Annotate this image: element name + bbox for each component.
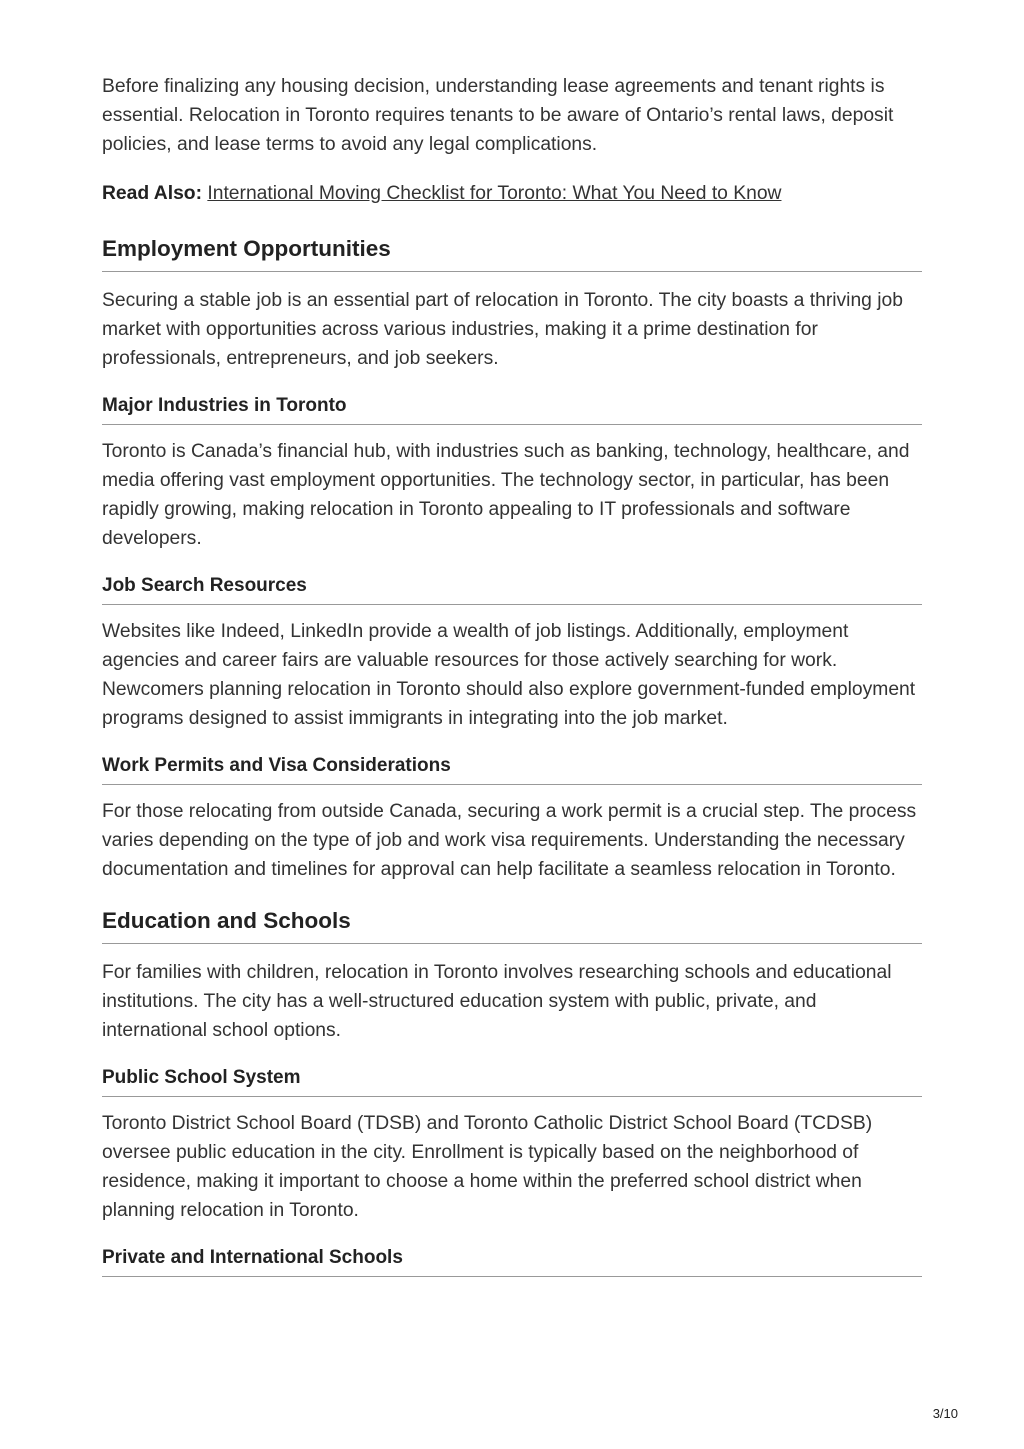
education-paragraph: For families with children, relocation in Toronto involves researching schools and educational institutions. The city has a well-structured education system with public, private, and international school options. [102,962,892,1041]
industries-heading: Major Industries in Toronto [102,394,922,425]
job-resources-heading: Job Search Resources [102,574,922,605]
read-also-link[interactable]: International Moving Checklist for Toronto: What You Need to Know [207,183,782,204]
education-heading: Education and Schools [102,908,922,944]
work-permits-heading: Work Permits and Visa Considerations [102,754,922,785]
read-also-label: Read Also: [102,183,202,204]
industries-paragraph: Toronto is Canada’s financial hub, with industries such as banking, technology, healthcare, and media offering vast employment opportunities. The technology sector, in particular, has been rapidly growing, making relocation in Toronto appealing to IT professionals and software developers. [102,441,910,549]
read-also [102,179,922,208]
intro-paragraph: Before finalizing any housing decision, understanding lease agreements and tenant rights is essential. Relocation in Toronto requires tenants to be aware of Ontario’s rental laws, deposit policies, and lease terms to avoid any legal complications. [102,76,894,155]
employment-paragraph: Securing a stable job is an essential part of relocation in Toronto. The city boasts a thriving job market with opportunities across various industries, making it a prime destination for professionals, entrepreneurs, and job seekers. [102,290,903,369]
employment-heading: Employment Opportunities [102,236,922,272]
work-permits-paragraph: For those relocating from outside Canada, securing a work permit is a crucial step. The process varies depending on the type of job and work visa requirements. Understanding the necessary documentation and timelines for approval can help facilitate a seamless relocation in Toronto. [102,801,917,880]
public-school-paragraph: Toronto District School Board (TDSB) and Toronto Catholic District School Board (TCDSB) oversee public education in the city. Enrollment is typically based on the neighborhood of residence, making it important to choose a home within the preferred school district when planning relocation in Toronto. [102,1113,873,1221]
private-school-heading: Private and International Schools [102,1246,922,1277]
job-resources-paragraph: Websites like Indeed, LinkedIn provide a wealth of job listings. Additionally, employment agencies and career fairs are valuable resources for those actively searching for work. Newcomers planning relocation in Toronto should also explore government-funded employment programs designed to assist immigrants in integrating into the job market. [102,621,916,729]
document-page [102,72,922,1289]
page-number: 3/10 [932,1406,958,1421]
public-school-heading: Public School System [102,1066,922,1097]
